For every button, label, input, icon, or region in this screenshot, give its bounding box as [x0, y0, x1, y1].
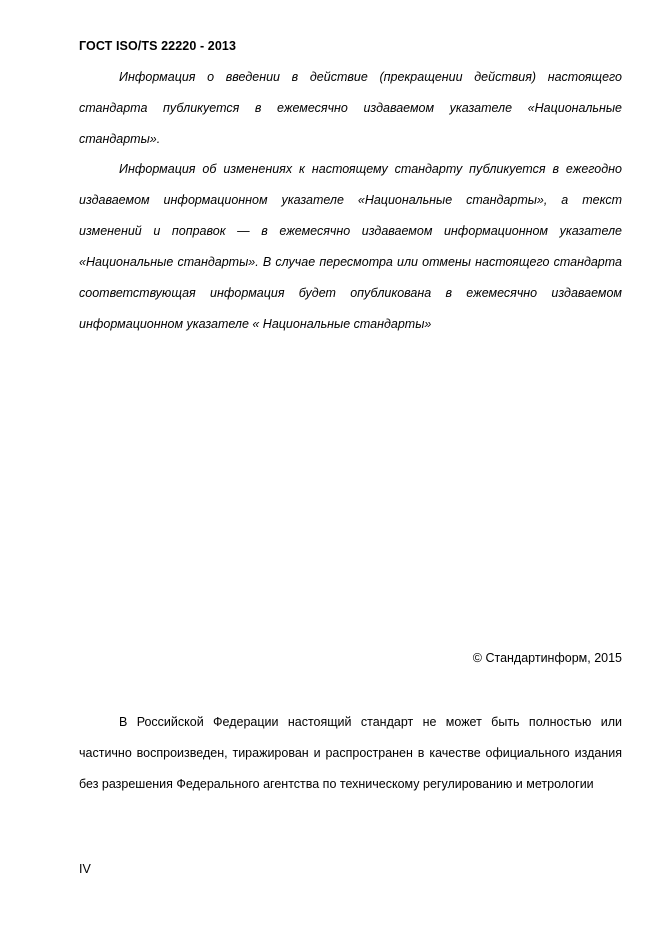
standard-code-header: ГОСТ ISO/TS 22220 - 2013 — [79, 39, 236, 53]
intro-paragraph: Информация о введении в действие (прекращении действия) настоящего стандарта публикуется в ежемесячно издаваемом указателе «Национальные стандарты». — [79, 70, 622, 146]
changes-paragraph: Информация об изменениях к настоящему стандарту публикуется в ежегодно издаваемом информационном указателе «Национальные стандарты», а текст изменений и поправок — в ежемесячно издаваемом информационном указателе «Национальные стандарты». В случае пересмотра или отмены настоящего стандарта соответствующая информация будет опубликована в ежемесячно издаваемом информационном указателе « Национальные стандарты» — [79, 162, 622, 331]
intro-info-section — [79, 62, 622, 155]
rights-section — [79, 707, 622, 800]
changes-info-section — [79, 154, 622, 340]
rights-paragraph: В Российской Федерации настоящий стандарт не может быть полностью или частично воспроизведен, тиражирован и распространен в качестве официального издания без разрешения Федерального агентства по техническому регулированию и метрологии — [79, 715, 622, 791]
page-number: IV — [79, 862, 91, 876]
copyright-notice: © Стандартинформ, 2015 — [472, 651, 622, 665]
